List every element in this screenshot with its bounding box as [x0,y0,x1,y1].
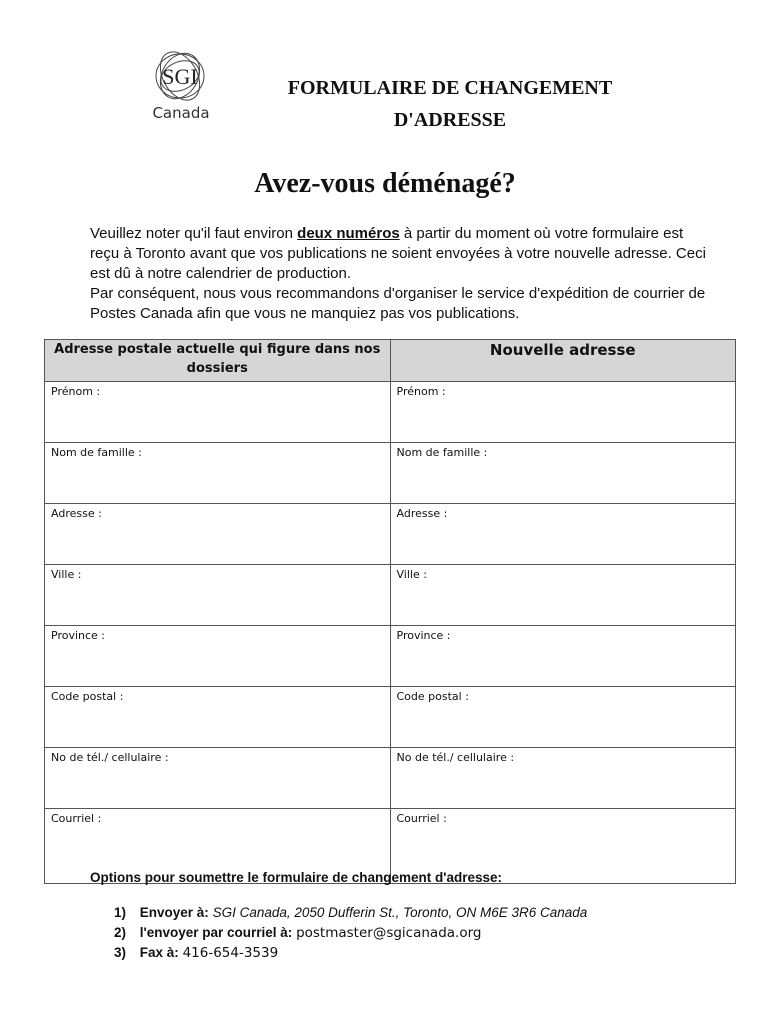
mailing-address: SGI Canada, 2050 Dufferin St., Toronto, ON M6E 3R6 Canada [212,905,588,920]
sgi-logo-mark [145,46,215,106]
header-new-address: Nouvelle adresse [390,340,736,382]
new-email-field[interactable]: Courriel : [390,809,736,884]
current-address-field[interactable]: Adresse : [45,504,391,565]
option-label: Fax à: [139,945,179,960]
option-number: 3) [114,945,127,960]
option-email [90,923,690,943]
form-title [250,72,650,136]
address-table [44,339,736,884]
current-last-name-field[interactable]: Nom de famille : [45,443,391,504]
new-last-name-field[interactable]: Nom de famille : [390,443,736,504]
current-phone-field[interactable]: No de tél./ cellulaire : [45,748,391,809]
logo-wordmark: SGI [162,64,198,89]
intro-emphasis: deux numéros [297,225,400,242]
intro-text-2: à partir du moment où votre formulaire est reçu à Toronto avant que vos publications ne soient envoyées à votre nouvelle adresse. Ceci est dû à notre calendrier de production. [90,225,706,282]
submission-options [90,870,690,963]
option-label: l'envoyer par courriel à: [139,925,293,940]
option-label: Envoyer à: [139,905,209,920]
current-first-name-field[interactable]: Prénom : [45,382,391,443]
new-postal-code-field[interactable]: Code postal : [390,687,736,748]
option-fax [90,943,690,963]
option-mail [90,903,690,923]
current-postal-code-field[interactable]: Code postal : [45,687,391,748]
options-title: Options pour soumettre le formulaire de changement d'adresse: [90,870,503,885]
intro-text-3: Par conséquent, nous vous recommandons d'organiser le service d'expédition de courrier de Postes Canada afin que vous ne manquiez pas vos publications. [90,285,706,322]
new-city-field[interactable]: Ville : [390,565,736,626]
fax-number: 416-654-3539 [182,945,279,961]
intro-text-1: Veuillez noter qu'il faut environ [90,225,298,242]
new-province-field[interactable]: Province : [390,626,736,687]
sgi-canada-logo [145,46,215,126]
current-city-field[interactable]: Ville : [45,565,391,626]
new-phone-field[interactable]: No de tél./ cellulaire : [390,748,736,809]
headline: Avez-vous déménagé? [254,168,516,199]
form-title-line-2: D'ADRESSE [393,109,507,131]
header-current-address: Adresse postale actuelle qui figure dans nos dossiers [45,340,391,382]
current-email-field[interactable]: Courriel : [45,809,391,884]
option-number: 1) [114,905,127,920]
option-number: 2) [114,925,127,940]
new-first-name-field[interactable]: Prénom : [390,382,736,443]
email-address-link[interactable]: postmaster@sgicanada.org [296,925,482,941]
form-title-line-1: FORMULAIRE DE CHANGEMENT [287,77,613,99]
current-province-field[interactable]: Province : [45,626,391,687]
logo-country: Canada [152,104,210,122]
intro-paragraph [90,224,710,324]
new-address-field[interactable]: Adresse : [390,504,736,565]
